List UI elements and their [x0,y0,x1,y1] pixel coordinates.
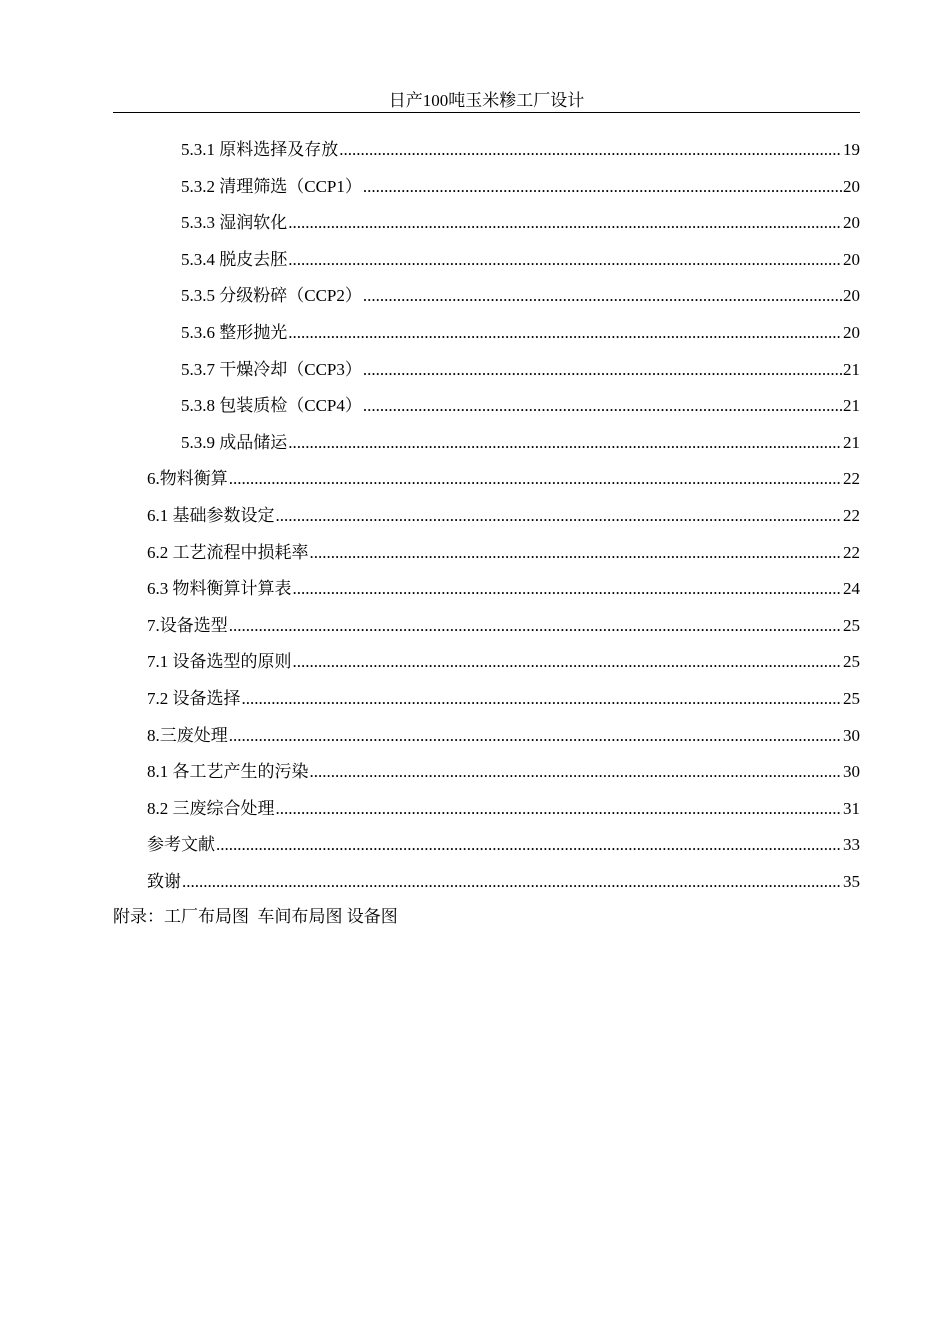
toc-dot-leader [363,393,842,419]
toc-entry-label: 5.3.7 干燥冷却（CCP3） [181,359,362,379]
toc-dot-leader [229,466,842,492]
toc-entry[interactable] [181,393,860,419]
toc-entry-label: 6.2 工艺流程中损耗率 [147,542,309,562]
toc-entry-label: 6.3 物料衡算计算表 [147,579,292,599]
toc-dot-leader [339,137,842,163]
toc-entry-label: 5.3.1 原料选择及存放 [181,140,339,159]
toc-dot-leader [288,210,842,236]
toc-entry-page-number: 33 [843,835,860,855]
toc-entry-page-number: 20 [843,176,860,196]
toc-entry-page-number: 20 [843,323,860,342]
toc-entry-label: 7.设备选型 [147,615,228,635]
toc-entry[interactable] [147,613,860,639]
toc-dot-leader [310,540,843,566]
toc-dot-leader [229,723,842,749]
toc-entry[interactable] [147,832,860,858]
toc-dot-leader [363,174,842,200]
toc-entry-label: 5.3.6 整形抛光 [181,323,288,342]
toc-entry[interactable] [147,869,860,895]
toc-dot-leader [288,320,842,346]
toc-entry-page-number: 19 [843,140,860,159]
toc-entry-page-number: 25 [843,652,860,672]
toc-dot-leader [288,247,842,273]
toc-dot-leader [182,869,842,895]
toc-entry[interactable] [181,430,860,456]
toc-entry-page-number: 22 [843,542,860,562]
toc-dot-leader [288,430,842,456]
document-title: 日产100吨玉米糁工厂设计 [388,91,585,110]
toc-entry[interactable] [147,723,860,749]
toc-entry-label: 5.3.9 成品储运 [181,432,288,452]
toc-entry-page-number: 25 [843,615,860,635]
toc-entry-label: 5.3.4 脱皮去胚 [181,249,288,269]
toc-dot-leader [310,759,843,785]
toc-entry-label: 5.3.3 湿润软化 [181,213,288,233]
toc-entry-label: 7.1 设备选型的原则 [147,652,292,672]
toc-dot-leader [276,503,843,529]
toc-entry-page-number: 21 [843,359,860,379]
toc-dot-leader [229,613,842,639]
toc-entry-label: 7.2 设备选择 [147,689,241,708]
toc-entry[interactable] [181,137,860,163]
toc-dot-leader [293,576,843,602]
toc-dot-leader [293,649,843,675]
toc-entry[interactable] [181,283,860,309]
toc-dot-leader [216,832,842,858]
toc-entry[interactable] [181,174,860,200]
toc-entry[interactable] [147,576,860,602]
toc-entry[interactable] [181,320,860,346]
toc-entry[interactable] [147,540,860,566]
toc-entry-page-number: 20 [843,249,860,269]
toc-entry-page-number: 21 [843,432,860,452]
toc-entry[interactable] [181,357,860,383]
toc-entry[interactable] [147,796,860,822]
toc-entry-label: 5.3.2 清理筛选（CCP1） [181,176,362,196]
toc-entry-label: 致谢 [147,872,181,891]
toc-entry-page-number: 30 [843,762,860,782]
toc-entry-label: 参考文献 [147,835,215,855]
toc-dot-leader [276,796,843,822]
toc-entry[interactable] [181,247,860,273]
toc-entry-page-number: 20 [843,286,860,306]
appendix-line: 附录：工厂布局图 车间布局图 设备图 [113,907,398,926]
toc-dot-leader [242,686,843,712]
toc-dot-leader [363,283,842,309]
toc-entry-label: 8.1 各工艺产生的污染 [147,762,309,782]
toc-entry-label: 5.3.5 分级粉碎（CCP2） [181,286,362,306]
toc-entry-page-number: 21 [843,396,860,416]
toc-entry-label: 8.2 三废综合处理 [147,798,275,818]
toc-entry-label: 8.三废处理 [147,725,228,745]
toc-entry-page-number: 24 [843,579,860,599]
toc-entry[interactable] [147,503,860,529]
page-header [113,90,860,113]
toc-entry-page-number: 22 [843,469,860,489]
toc-entry[interactable] [147,686,860,712]
toc-entry-page-number: 25 [843,689,860,708]
toc-dot-leader [363,357,842,383]
toc-entry[interactable] [181,210,860,236]
toc-entry-page-number: 31 [843,798,860,818]
toc-entry[interactable] [147,759,860,785]
toc-entry-page-number: 30 [843,725,860,745]
toc-entry[interactable] [147,466,860,492]
toc-entry-page-number: 35 [843,872,860,891]
toc-entry-page-number: 20 [843,213,860,233]
toc-entry-label: 5.3.8 包装质检（CCP4） [181,396,362,416]
toc-entry-label: 6.物料衡算 [147,469,228,489]
toc-entry[interactable] [147,649,860,675]
toc-entry-label: 6.1 基础参数设定 [147,506,275,525]
toc-entry-page-number: 22 [843,506,860,525]
